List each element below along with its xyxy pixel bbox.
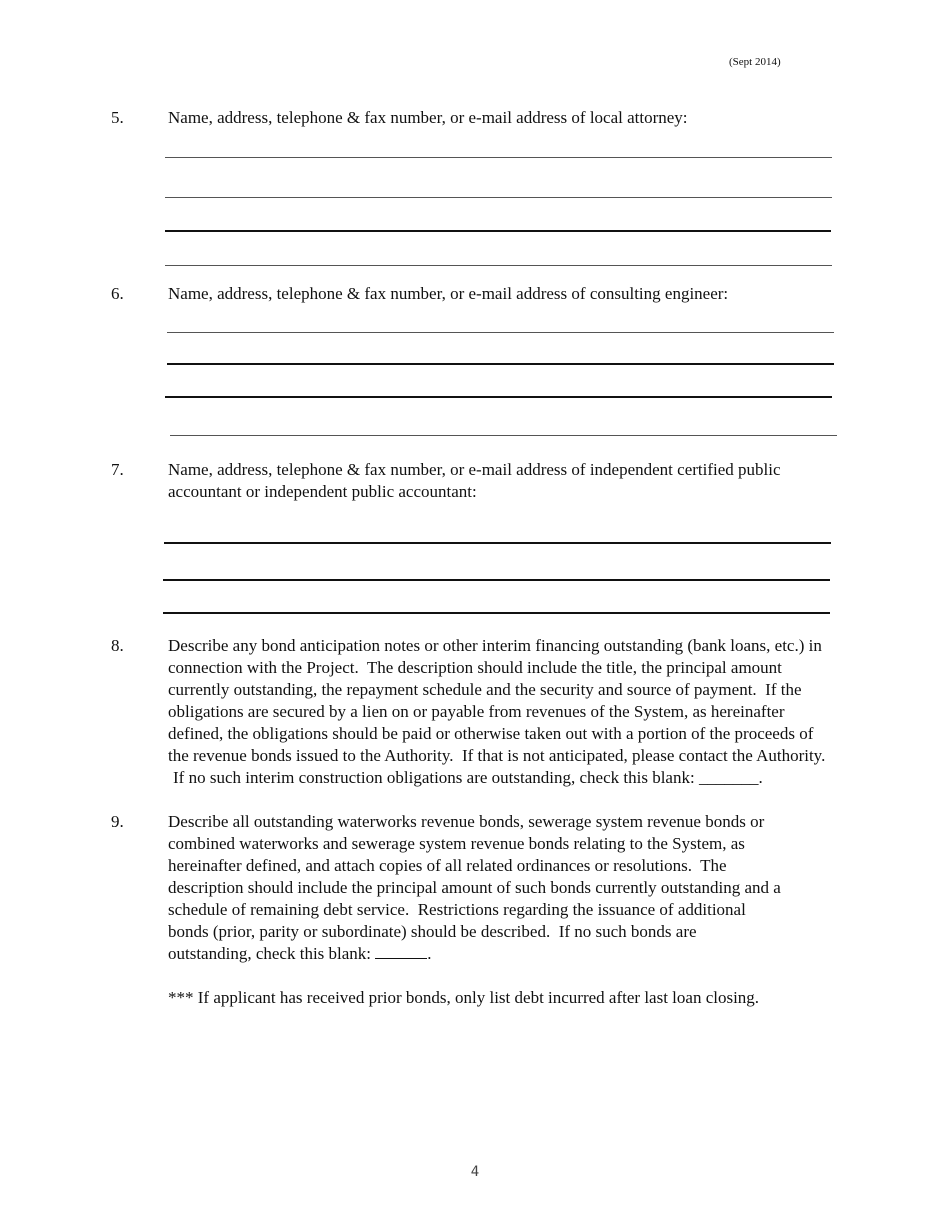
item-7-number: 7. [111, 460, 124, 479]
item-5-answer-line-4[interactable] [165, 265, 832, 266]
item-5-number: 5. [111, 108, 124, 127]
item-7-label-line-2: accountant or independent public accountant: [168, 482, 477, 501]
item-9-check-end: . [427, 944, 432, 963]
item-9-check-line [168, 943, 898, 965]
item-8-number: 8. [111, 636, 124, 655]
item-5-answer-line-3[interactable] [165, 230, 831, 232]
item-7-answer-line-1[interactable] [164, 542, 831, 544]
item-8-paragraph [168, 635, 898, 789]
item-9-line: Describe all outstanding waterworks revenue bonds, sewerage system revenue bonds or [168, 812, 765, 831]
item-6-answer-line-4[interactable] [170, 435, 837, 436]
page-number: 4 [470, 1164, 480, 1180]
item-8-check-text: If no such interim construction obligations are outstanding, check this blank: [173, 768, 695, 787]
item-5-label: Name, address, telephone & fax number, or e-mail address of local attorney: [168, 108, 688, 127]
item-8-line: obligations are secured by a lien on or payable from revenues of the System, as hereinafter [168, 702, 785, 721]
item-6-number: 6. [111, 284, 124, 303]
item-9-number: 9. [111, 812, 124, 831]
item-8-line: connection with the Project. The description should include the title, the principal amount [168, 658, 782, 677]
item-8-line: defined, the obligations should be paid or otherwise taken out with a portion of the proceeds of [168, 724, 814, 743]
item-9-line: description should include the principal amount of such bonds currently outstanding and a [168, 878, 781, 897]
item-5-answer-line-2[interactable] [165, 197, 832, 198]
item-9-paragraph [168, 811, 898, 965]
item-9-line: combined waterworks and sewerage system revenue bonds relating to the System, as [168, 834, 745, 853]
item-8-check-blank[interactable]: _______. [698, 768, 763, 787]
item-8-line: currently outstanding, the repayment schedule and the security and source of payment. If the [168, 680, 802, 699]
item-7-label-line-1: Name, address, telephone & fax number, or e-mail address of independent certified public [168, 460, 781, 479]
item-5-answer-line-1[interactable] [165, 157, 832, 158]
item-6-answer-line-2[interactable] [167, 363, 834, 365]
prior-bonds-note: *** If applicant has received prior bonds, only list debt incurred after last loan closing. [168, 988, 760, 1007]
revision-date: (Sept 2014) [729, 56, 781, 68]
item-8-check-line [168, 767, 898, 789]
item-6-answer-line-3[interactable] [165, 396, 832, 398]
item-9-line: schedule of remaining debt service. Restrictions regarding the issuance of additional [168, 900, 746, 919]
item-7-answer-line-2[interactable] [163, 579, 830, 581]
item-9-check-blank[interactable] [375, 944, 427, 959]
item-6-answer-line-1[interactable] [167, 332, 834, 333]
item-8-line: Describe any bond anticipation notes or other interim financing outstanding (bank loans, etc.) in [168, 636, 822, 655]
item-7-answer-line-3[interactable] [163, 612, 830, 614]
item-9-line: bonds (prior, parity or subordinate) should be described. If no such bonds are [168, 922, 697, 941]
item-9-check-text: outstanding, check this blank: [168, 944, 372, 963]
item-6-label: Name, address, telephone & fax number, or e-mail address of consulting engineer: [168, 284, 729, 303]
item-8-line: the revenue bonds issued to the Authority. If that is not anticipated, please contact the Authority. [168, 746, 826, 765]
item-9-line: hereinafter defined, and attach copies of all related ordinances or resolutions. The [168, 856, 727, 875]
